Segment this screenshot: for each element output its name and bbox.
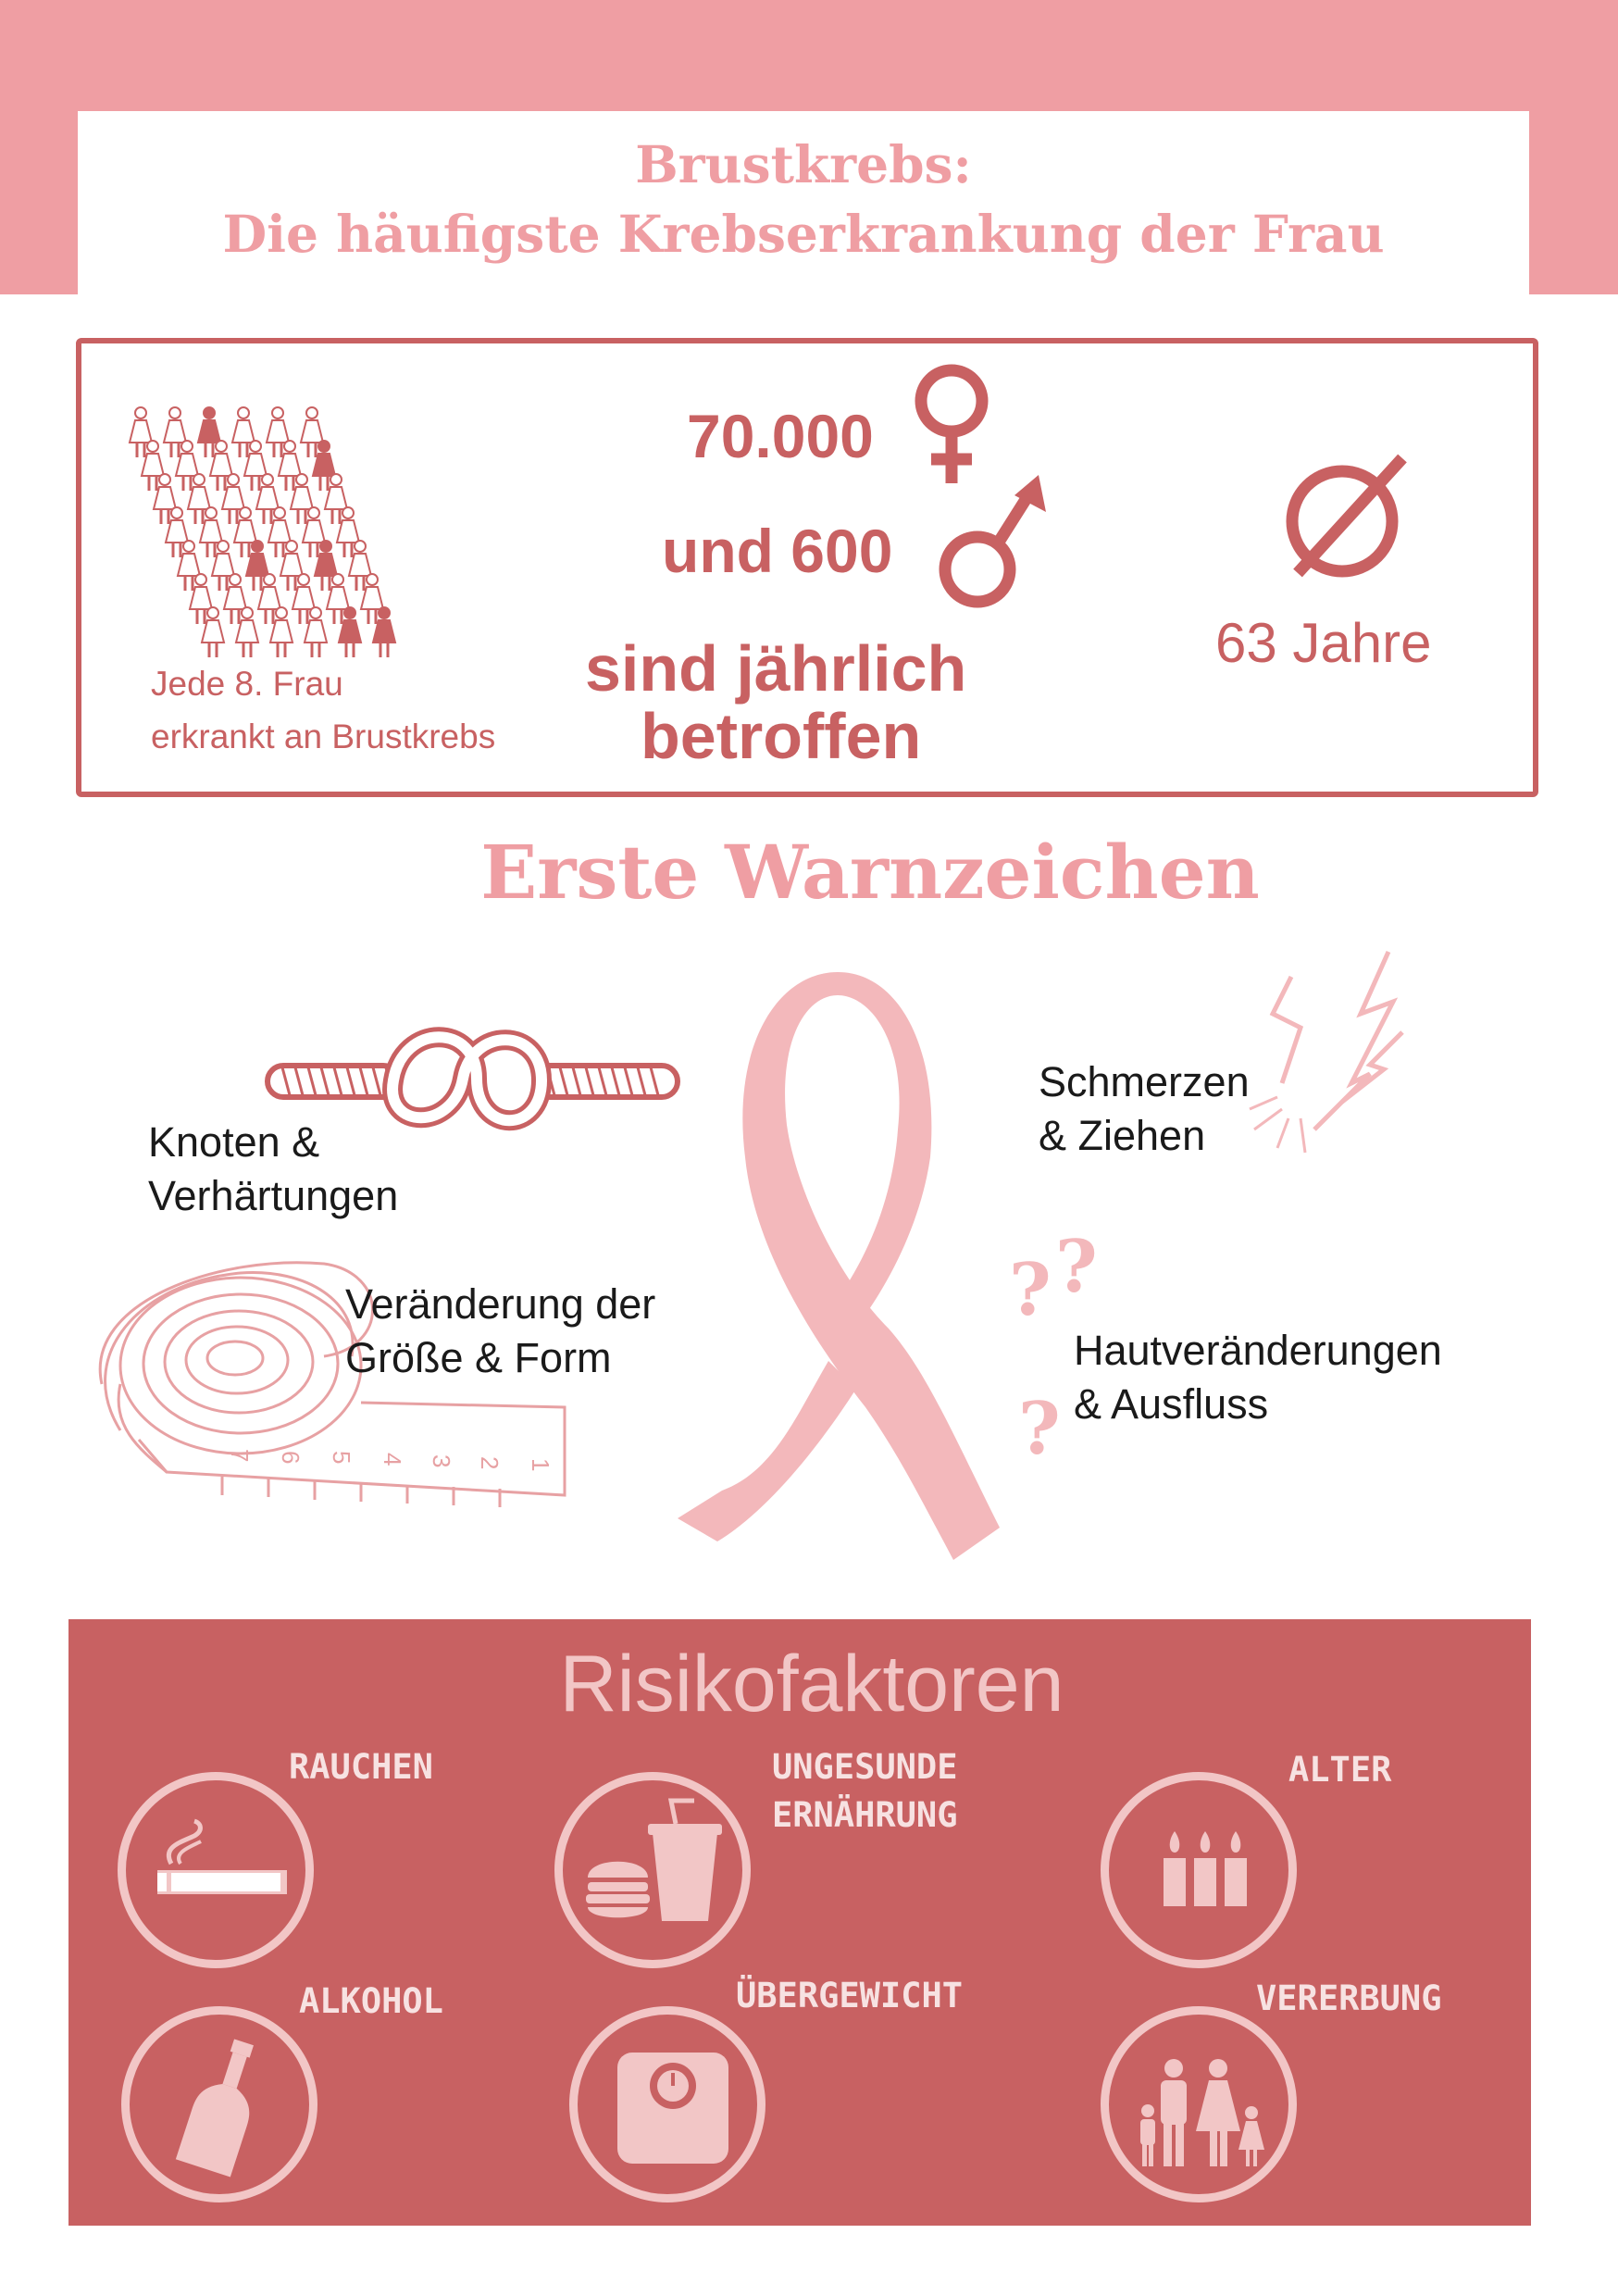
svg-text:6: 6	[277, 1451, 305, 1465]
diet-label-line2: ERNÄHRUNG	[772, 1795, 958, 1835]
candles-icon	[1162, 1828, 1250, 1907]
svg-text:?: ?	[1018, 1387, 1061, 1471]
family-icon	[1137, 2057, 1266, 2168]
knots-text-line1: Knoten &	[148, 1118, 320, 1166]
risk-heading: Risikofaktoren	[559, 1640, 1064, 1728]
heredity-label: VERERBUNG	[1256, 1978, 1442, 2018]
overweight-label: ÜBERGEWICHT	[736, 1976, 964, 2015]
page-title-line2: Die häufigste Krebserkrankung der Frau	[222, 204, 1385, 264]
svg-text:?: ?	[1009, 1248, 1052, 1332]
skin-text-line2: & Ausfluss	[1074, 1380, 1269, 1428]
page-title-line1: Brustkrebs:	[635, 134, 972, 194]
knots-text-line2: Verhärtungen	[148, 1172, 399, 1219]
smoking-label: RAUCHEN	[289, 1747, 433, 1787]
pink-ribbon-icon	[676, 972, 1018, 1574]
svg-text:5: 5	[328, 1451, 355, 1465]
svg-text:2: 2	[476, 1456, 504, 1470]
svg-text:7: 7	[226, 1449, 254, 1463]
average-symbol-icon	[1277, 451, 1412, 585]
pain-text-line1: Schmerzen	[1039, 1058, 1250, 1105]
size-text-line1: Veränderung der	[345, 1280, 656, 1328]
lightning-pain-icon	[1231, 944, 1407, 1153]
alcohol-label: ALKOHOL	[299, 1981, 443, 2021]
cigarette-icon	[153, 1819, 292, 1912]
warning-heading: Erste Warnzeichen	[480, 829, 1260, 916]
diet-label-line1: UNGESUNDE	[772, 1747, 958, 1787]
affected-line2: betroffen	[641, 700, 922, 772]
male-symbol-icon	[933, 468, 1053, 616]
men-count: und 600	[662, 517, 893, 585]
svg-text:?: ?	[1055, 1225, 1098, 1309]
pain-text-line2: & Ziehen	[1039, 1112, 1206, 1159]
scale-icon	[616, 2051, 731, 2166]
svg-text:3: 3	[428, 1454, 455, 1468]
ratio-text-line2: erkrankt an Brustkrebs	[151, 718, 496, 755]
svg-text:1: 1	[527, 1458, 554, 1472]
title-card	[78, 111, 1529, 296]
fast-food-icon	[583, 1796, 731, 1926]
age-label: ALTER	[1288, 1750, 1392, 1790]
ratio-text-line1: Jede 8. Frau	[151, 665, 343, 703]
skin-text-line1: Hautveränderungen	[1074, 1327, 1442, 1374]
svg-text:4: 4	[379, 1453, 406, 1466]
average-age: 63 Jahre	[1215, 612, 1432, 674]
people-grid-icon	[120, 398, 444, 667]
women-count: 70.000	[687, 402, 874, 470]
affected-line1: sind jährlich	[585, 632, 967, 705]
knot-icon	[264, 1014, 685, 1143]
size-text-line2: Größe & Form	[345, 1334, 612, 1381]
bottle-icon	[167, 2037, 278, 2176]
